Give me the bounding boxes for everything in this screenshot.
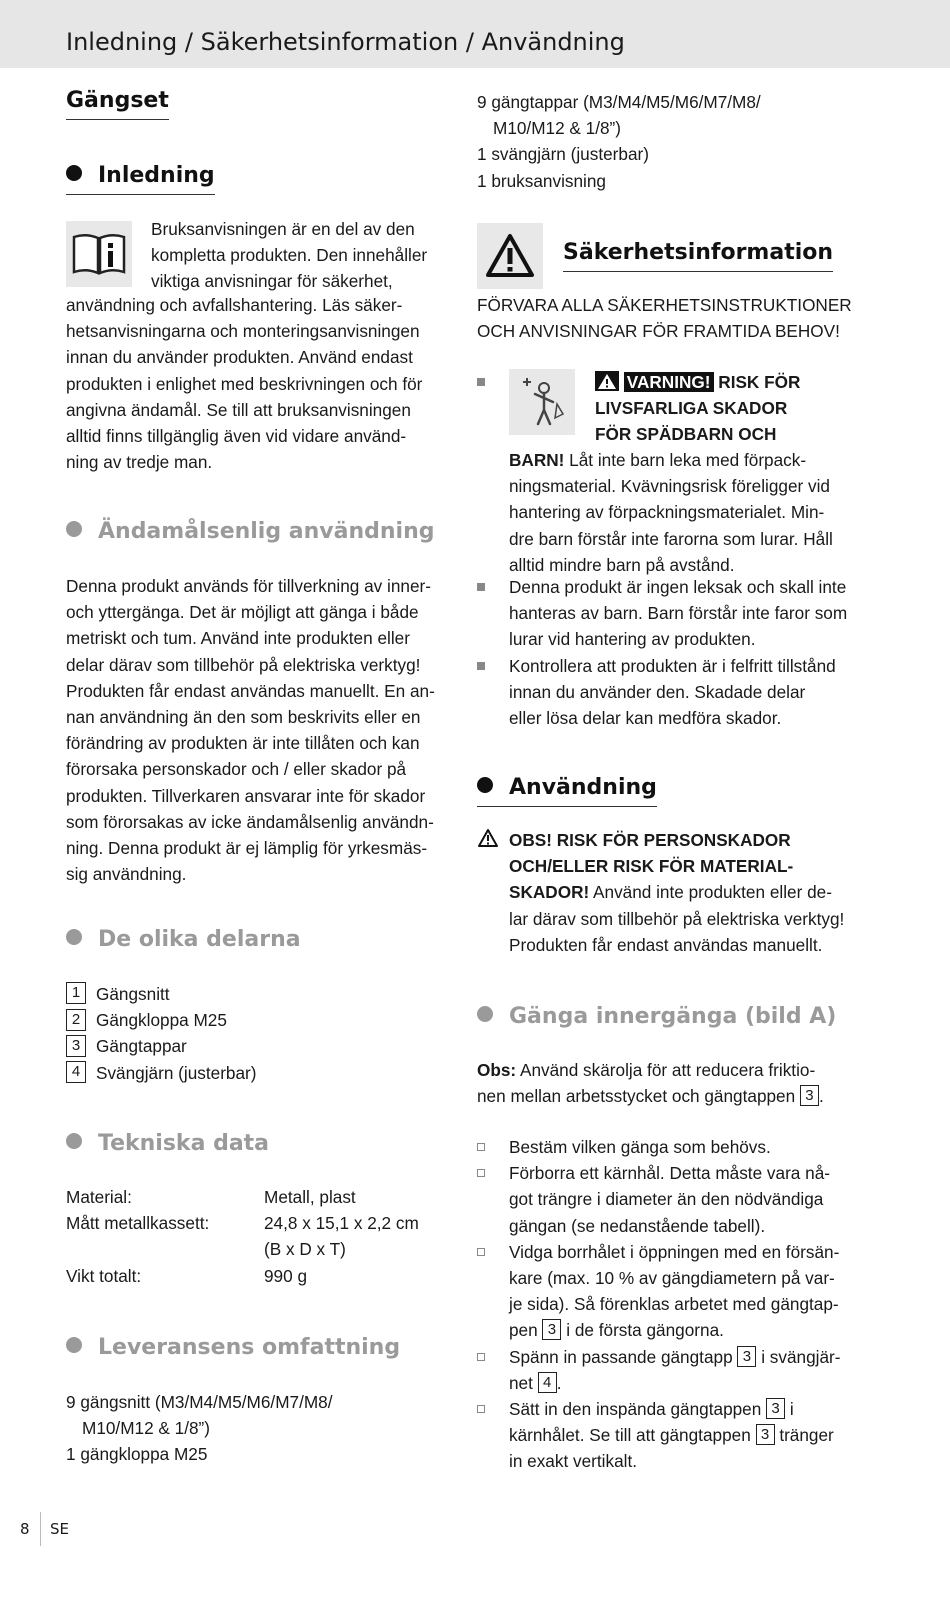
inledning-body: användning och avfallshantering. Läs säker- hetsanvisningarna och monteringsanvisningen innan du använder produkten. Använd endast produkten i enlighet med beskrivningen och för angivna ändamål. Se till att bruksanvisningen alltid finns tillgänglig även vid vidare använd- ning av tredje man. [66, 295, 423, 473]
square-bullet [477, 378, 485, 386]
leverans-heading: Leveransens omfattning [66, 1335, 400, 1360]
child-hazard-icon [509, 369, 575, 435]
part-item: 4 Svängjärn (justerbar) [66, 1060, 456, 1086]
checkbox-bullet [477, 1169, 485, 1177]
caution-icon [477, 828, 499, 848]
page-number: 8 [20, 1520, 30, 1538]
warning-triangle-icon [477, 223, 543, 289]
leverans-continued: 9 gängtappar (M3/M4/M5/M6/M7/M8/ M10/M12 & 1/8”) 1 svängjärn (justerbar) 1 bruksanvisning [477, 92, 761, 191]
bullet-dot [66, 1133, 82, 1149]
square-bullet [477, 662, 485, 670]
checkbox-bullet [477, 1353, 485, 1361]
part-item: 2 Gängkloppa M25 [66, 1007, 456, 1033]
anvandning-heading: Användning [477, 775, 657, 807]
warning-small-icon [595, 371, 619, 391]
obs-warning: OBS! RISK FÖR PERSONSKADOR OCH/ELLER RISK FÖR MATERIAL- SKADOR! Använd inte produkten eller de- lar därav som tillbehör på elektriska verktyg! Produkten får endast användas manuellt. [509, 830, 845, 955]
step-item: Spänn in passande gängtapp 3 i svängjär- net 4 . [477, 1344, 917, 1396]
tech-row: Vikt totalt: 990 g [66, 1265, 308, 1286]
obs-note: Obs: Använd skärolja för att reducera friktio- nen mellan arbetsstycket och gängtappen 3 . [477, 1060, 824, 1107]
warning-body: BARN! Låt inte barn leka med förpack- ningsmaterial. Kvävningsrisk föreligger vid hantering av förpackningsmaterialet. Min- dre barn förstår inte farorna som lurar. Håll alltid mindre barn på avstånd. [509, 450, 833, 575]
header-title: Inledning / Säkerhetsinformation / Användning [66, 28, 625, 56]
steps-list [477, 1134, 917, 1475]
language-code: SE [50, 1520, 69, 1538]
ref-box: 3 [766, 1398, 785, 1419]
andamal-heading: Ändamålsenlig användning [66, 519, 434, 544]
leverans-list: 9 gängsnitt (M3/M4/M5/M6/M7/M8/ M10/M12 & 1/8”) 1 gängkloppa M25 [66, 1392, 333, 1465]
bullet-dot [477, 1006, 493, 1022]
tech-table [66, 1184, 456, 1289]
part-item: 1 Gängsnitt [66, 981, 456, 1007]
parts-list [66, 981, 456, 1086]
bullet-dot [66, 521, 82, 537]
bullet-dot [477, 777, 493, 793]
delar-heading: De olika delarna [66, 927, 301, 952]
andamal-body: Denna produkt används för tillverkning av inner- och yttergänga. Det är möjligt att gänga i både metriskt och tum. Använd inte produkten eller delar därav som tillbehör på elektriska verktyg! Produkten får endast användas manuellt. En an- nan användning än den som beskrivits eller en förändring av produkten är inte tillåten och kan förorsaka personskador och / eller skador på produkten. Tillverkaren ansvarar inte för skador som förorsakas av icke ändamålsenlig användn- ning. Denna produkt är ej lämplig för yrkesmäs- sig användning. [66, 576, 435, 885]
safety-bullet: Denna produkt är ingen leksak och skall inte hanteras av barn. Barn förstår inte faror som lurar vid hantering av produkten. Kontrollera att produkten är i felfritt tillstånd innan du använder den. Skadade delar eller lösa delar kan medföra skador. [477, 574, 917, 731]
warning-heading: VARNING! RISK FÖR LIVSFARLIGA SKADOR FÖR SPÄDBARN OCH [595, 372, 801, 445]
tech-heading: Tekniska data [66, 1131, 269, 1156]
tech-row: Material: Metall, plast [66, 1187, 356, 1207]
step-item: Bestäm vilken gänga som behövs. [477, 1134, 917, 1160]
checkbox-bullet [477, 1248, 485, 1256]
ref-box: 3 [800, 1085, 819, 1106]
step-item: Förborra ett kärnhål. Detta måste vara nå- got trängre i diameter än den nödvändiga gängan (se nedanstående tabell). [477, 1160, 917, 1239]
inledning-heading: Inledning [66, 163, 215, 195]
tech-row: (B x D x T) [264, 1239, 346, 1260]
ref-box: 3 [756, 1424, 775, 1445]
bullet-dot [66, 929, 82, 945]
bullet-dot [66, 165, 82, 181]
step-item: Vidga borrhålet i öppningen med en försän- kare (max. 10 % av gängdiametern på var- je sida). Så förenklas arbetet med gängtap- pen 3 i de första gängorna. [477, 1239, 917, 1344]
saker-caps: FÖRVARA ALLA SÄKERHETSINSTRUKTIONER OCH ANVISNINGAR FÖR FRAMTIDA BEHOV! [477, 295, 852, 342]
ref-box: 3 [542, 1319, 561, 1340]
page-header [0, 0, 950, 68]
warning-label: VARNING! [624, 372, 714, 392]
saker-title: Säkerhetsinformation [563, 240, 833, 272]
square-bullet [477, 583, 485, 591]
part-item: 3 Gängtappar [66, 1033, 456, 1059]
step-item: Sätt in den inspända gängtappen 3 i kärnhålet. Se till att gängtappen 3 tränger in exakt vertikalt. [477, 1396, 917, 1475]
gangset-title: Gängset [66, 88, 169, 120]
footer-divider [40, 1512, 41, 1546]
info-book-icon [66, 221, 132, 287]
tech-row: Mått metallkassett: 24,8 x 15,1 x 2,2 cm [66, 1213, 419, 1234]
checkbox-bullet [477, 1143, 485, 1151]
ref-box: 3 [737, 1346, 756, 1367]
ref-box: 4 [538, 1372, 557, 1393]
inledning-intro: Bruksanvisningen är en del av den kompletta produkten. Den innehåller viktiga anvisningar för säkerhet, [151, 219, 428, 292]
bullet-dot [66, 1337, 82, 1353]
ganga-heading: Gänga innergänga (bild A) [477, 1004, 836, 1029]
checkbox-bullet [477, 1405, 485, 1413]
